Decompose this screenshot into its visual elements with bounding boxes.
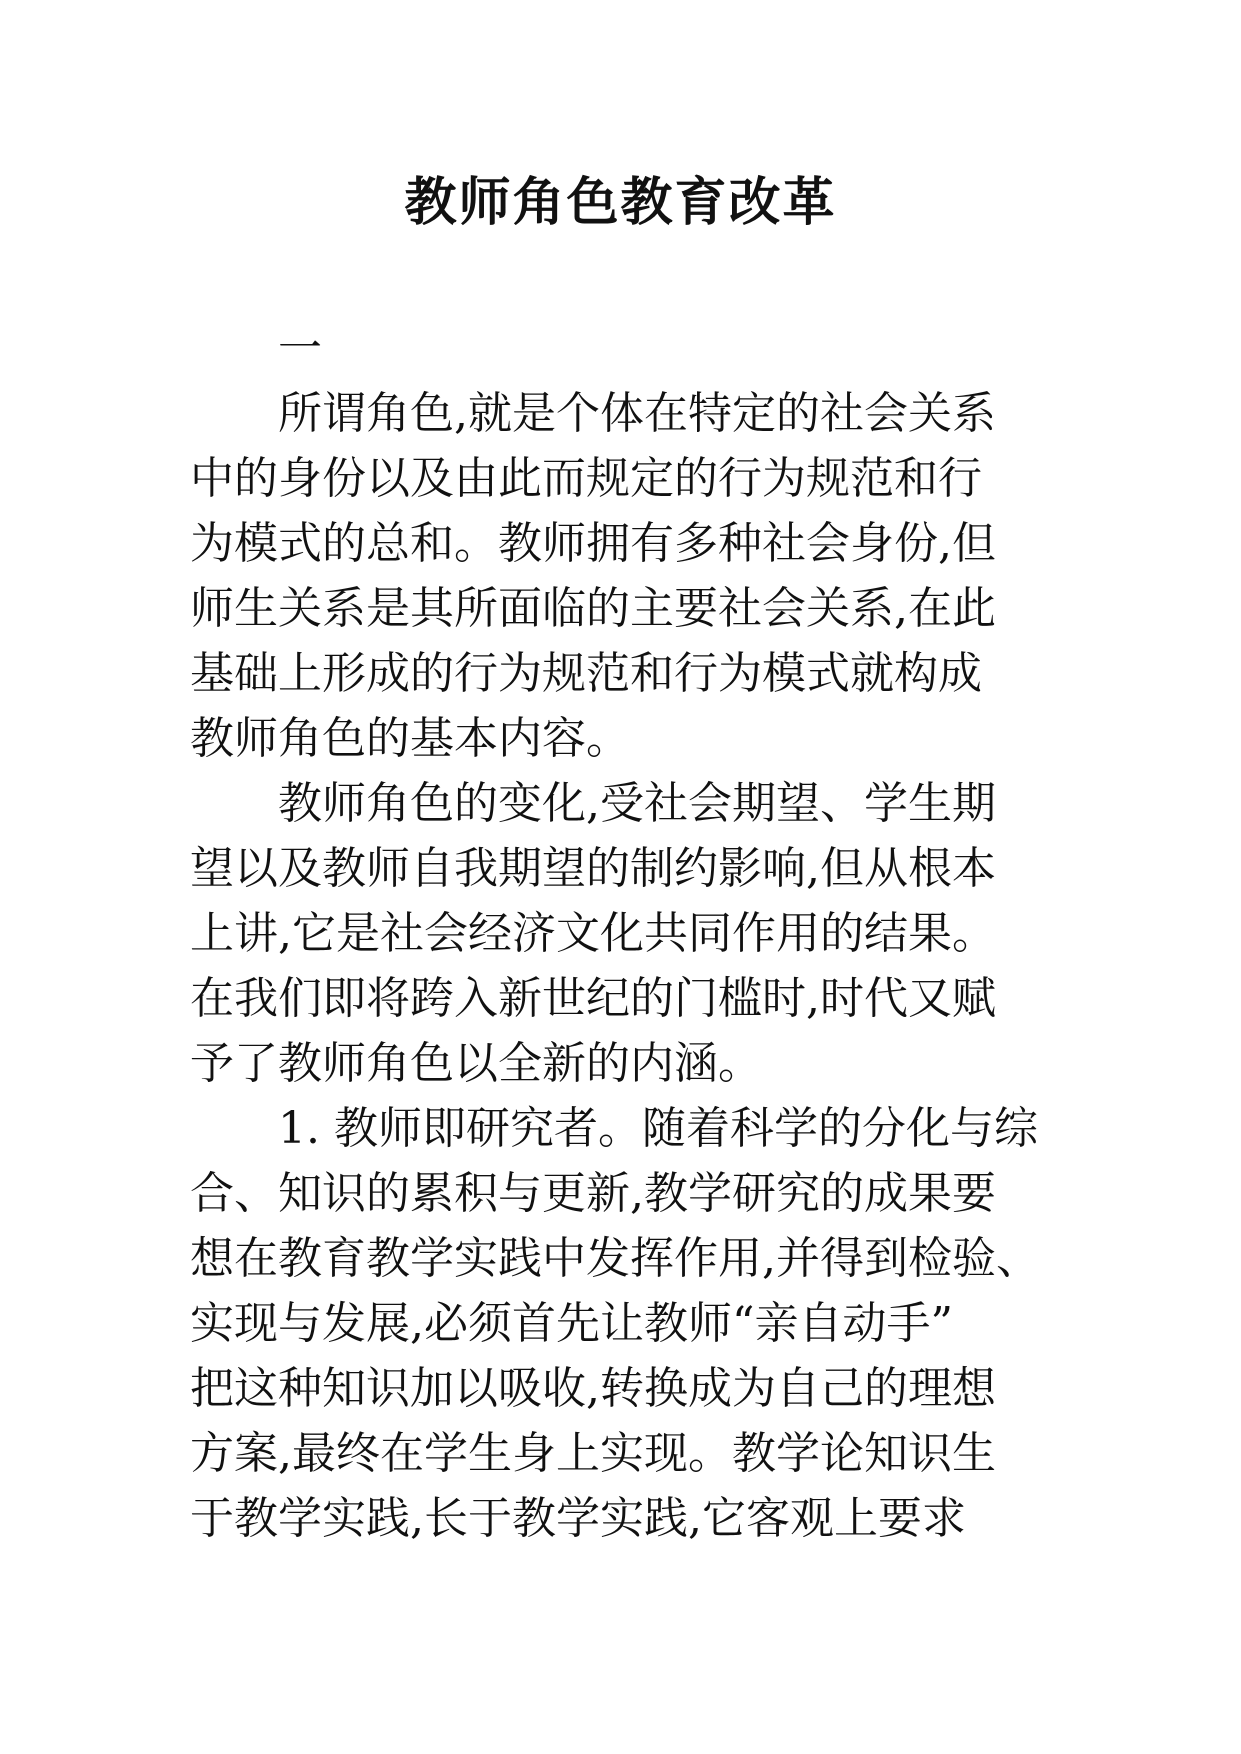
paragraph-line: 所谓角色,就是个体在特定的社会关系 bbox=[278, 388, 996, 439]
paragraph-line: 把这种知识加以吸收,转换成为自己的理想 bbox=[190, 1363, 996, 1414]
paragraph-line: 为模式的总和。教师拥有多种社会身份,但 bbox=[190, 518, 996, 569]
paragraph-line: 基础上形成的行为规范和行为模式就构成 bbox=[190, 648, 982, 699]
paragraph-line: 方案,最终在学生身上实现。教学论知识生 bbox=[190, 1428, 996, 1479]
paragraph-line: 上讲,它是社会经济文化共同作用的结果。 bbox=[190, 908, 996, 959]
paragraph-line: 望以及教师自我期望的制约影响,但从根本 bbox=[190, 843, 996, 894]
paragraph-line: 教师角色的变化,受社会期望、学生期 bbox=[278, 778, 996, 829]
section-number: 一 bbox=[278, 323, 322, 374]
document-body bbox=[190, 316, 1090, 1551]
paragraph-line: 在我们即将跨入新世纪的门槛时,时代又赋 bbox=[190, 973, 996, 1024]
paragraph-line: 合、知识的累积与更新,教学研究的成果要 bbox=[190, 1168, 996, 1219]
paragraph-line: 教师角色的基本内容。 bbox=[190, 713, 630, 764]
paragraph-line: 于教学实践,长于教学实践,它客观上要求 bbox=[190, 1493, 966, 1544]
paragraph-line: 中的身份以及由此而规定的行为规范和行 bbox=[190, 453, 982, 504]
document-title: 教师角色教育改革 bbox=[404, 172, 837, 233]
paragraph-line: 想在教育教学实践中发挥作用,并得到检验、 bbox=[190, 1233, 1040, 1284]
paragraph-line: 师生关系是其所面临的主要社会关系,在此 bbox=[190, 583, 996, 634]
paragraph-line: 予了教师角色以全新的内涵。 bbox=[190, 1038, 762, 1089]
paragraph-line: 1. 教师即研究者。随着科学的分化与综 bbox=[278, 1103, 1038, 1154]
paragraph-line: 实现与发展,必须首先让教师“亲自动手” bbox=[190, 1298, 953, 1349]
